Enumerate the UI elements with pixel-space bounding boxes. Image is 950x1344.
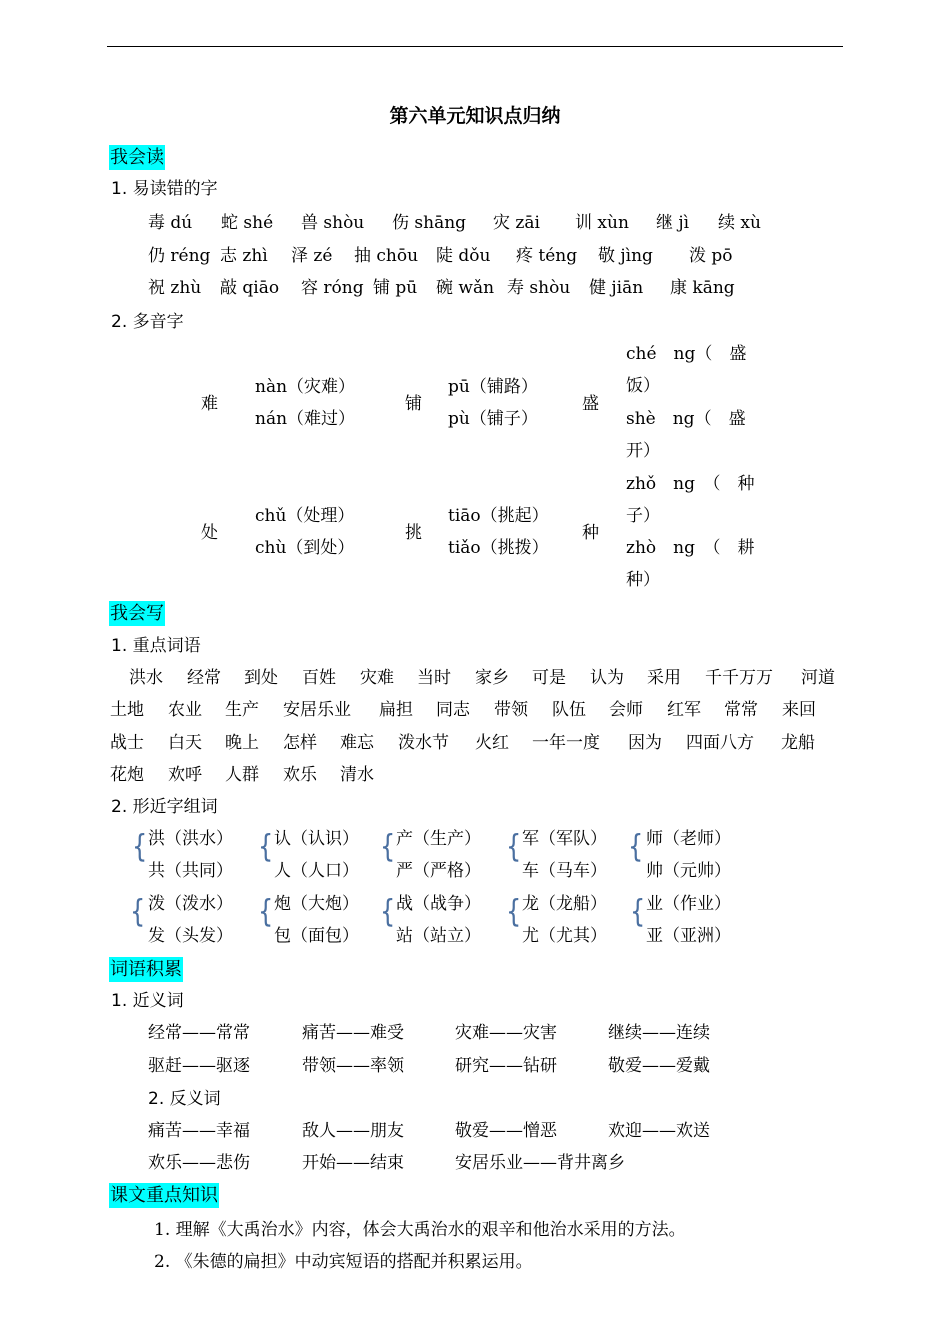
brace-icon: { xyxy=(132,828,148,865)
word-item: 泼水节 xyxy=(398,733,449,753)
section-heading-read: 我会读 xyxy=(110,147,164,168)
word-pair: 带领——率领 xyxy=(302,1056,404,1076)
word-item: 龙船 xyxy=(781,733,815,753)
word-item: 欢乐 xyxy=(283,765,317,785)
word-pair: 敬爱——憎恶 xyxy=(455,1121,557,1141)
similar-char-item: 尤（尤其） xyxy=(522,926,607,946)
similar-char-item: 帅（元帅） xyxy=(646,861,731,881)
word-item: 怎样 xyxy=(283,733,317,753)
word-pair: 开始——结束 xyxy=(302,1153,404,1173)
polyphone-reading: 子） xyxy=(626,506,660,526)
polyphone-reading: zhò ng （ 耕 xyxy=(626,538,755,558)
word-item: 千千万万 xyxy=(705,668,773,688)
word-item: 生产 xyxy=(225,700,259,720)
polyphone-char: 种 xyxy=(582,523,599,543)
similar-char-item: 人（人口） xyxy=(274,861,359,881)
polyphone-reading: ché ng（ 盛 xyxy=(626,344,747,364)
similar-char-item: 军（军队） xyxy=(522,829,607,849)
word-pair: 欢迎——欢送 xyxy=(608,1121,710,1141)
polyphone-reading: pù（铺子） xyxy=(448,409,538,429)
word-item: 百姓 xyxy=(302,668,336,688)
word-pair: 敌人——朋友 xyxy=(302,1121,404,1141)
pinyin-item: 疼 téng xyxy=(516,246,578,266)
pinyin-item: 伤 shāng xyxy=(392,213,467,233)
similar-char-item: 炮（大炮） xyxy=(274,894,359,914)
word-item: 到处 xyxy=(244,668,278,688)
polyphone-reading: chǔ（处理） xyxy=(255,506,355,526)
pinyin-item: 祝 zhù xyxy=(148,278,202,298)
pinyin-item: 仍 réng xyxy=(148,246,211,266)
pinyin-item: 铺 pū xyxy=(373,278,418,298)
similar-char-item: 车（马车） xyxy=(522,861,607,881)
polyphone-char: 处 xyxy=(201,523,218,543)
similar-char-item: 洪（洪水） xyxy=(148,829,233,849)
similar-char-item: 认（认识） xyxy=(274,829,359,849)
subheading-antonyms: 2. 反义词 xyxy=(148,1089,221,1109)
word-item: 战士 xyxy=(110,733,144,753)
word-item: 清水 xyxy=(340,765,374,785)
pinyin-item: 容 róng xyxy=(301,278,364,298)
word-item: 常常 xyxy=(724,700,758,720)
subheading-similar-chars: 2. 形近字组词 xyxy=(111,797,218,817)
page-title: 第六单元知识点归纳 xyxy=(389,105,561,127)
similar-char-item: 战（战争） xyxy=(396,894,481,914)
word-pair: 安居乐业——背井离乡 xyxy=(455,1153,625,1173)
word-pair: 欢乐——悲伤 xyxy=(148,1153,250,1173)
similar-char-item: 包（面包） xyxy=(274,926,359,946)
brace-icon: { xyxy=(630,893,646,930)
subheading-misread-chars: 1. 易读错的字 xyxy=(111,179,218,199)
polyphone-reading: 开） xyxy=(626,441,660,461)
pinyin-item: 蛇 shé xyxy=(221,213,274,233)
similar-char-item: 发（头发） xyxy=(148,926,233,946)
polyphone-reading: pū（铺路） xyxy=(448,377,538,397)
word-pair: 继续——连续 xyxy=(608,1023,710,1043)
header-rule xyxy=(107,46,843,47)
word-item: 欢呼 xyxy=(168,765,202,785)
word-pair: 痛苦——难受 xyxy=(302,1023,404,1043)
pinyin-item: 灾 zāi xyxy=(493,213,540,233)
similar-char-item: 严（严格） xyxy=(396,861,481,881)
word-item: 难忘 xyxy=(340,733,374,753)
similar-char-item: 师（老师） xyxy=(646,829,731,849)
word-item: 晚上 xyxy=(225,733,259,753)
subheading-synonyms: 1. 近义词 xyxy=(111,991,184,1011)
word-item: 会师 xyxy=(609,700,643,720)
pinyin-item: 继 jì xyxy=(656,213,690,233)
word-item: 安居乐业 xyxy=(283,700,351,720)
word-item: 来回 xyxy=(782,700,816,720)
pinyin-item: 兽 shòu xyxy=(301,213,365,233)
word-item: 花炮 xyxy=(110,765,144,785)
brace-icon: { xyxy=(258,893,274,930)
key-point: 1. 理解《大禹治水》内容，体会大禹治水的艰辛和他治水采用的方法。 xyxy=(154,1220,686,1240)
word-item: 洪水 xyxy=(129,668,163,688)
word-item: 队伍 xyxy=(552,700,586,720)
polyphone-char: 盛 xyxy=(582,394,599,414)
section-heading-write: 我会写 xyxy=(110,603,164,624)
word-pair: 驱赶——驱逐 xyxy=(148,1056,250,1076)
word-pair: 经常——常常 xyxy=(148,1023,250,1043)
word-item: 认为 xyxy=(590,668,624,688)
word-pair: 灾难——灾害 xyxy=(455,1023,557,1043)
word-item: 带领 xyxy=(494,700,528,720)
polyphone-reading: zhǒ ng （ 种 xyxy=(626,474,755,494)
word-item: 灾难 xyxy=(360,668,394,688)
pinyin-item: 敲 qiāo xyxy=(220,278,280,298)
brace-icon: { xyxy=(130,893,146,930)
polyphone-reading: tiāo（挑起） xyxy=(448,506,549,526)
pinyin-item: 泼 pō xyxy=(689,246,733,266)
section-heading-key-knowledge: 课文重点知识 xyxy=(110,1185,218,1206)
polyphone-char: 挑 xyxy=(405,523,422,543)
pinyin-item: 健 jiān xyxy=(589,278,644,298)
similar-char-item: 业（作业） xyxy=(646,894,731,914)
similar-char-item: 共（共同） xyxy=(148,861,233,881)
polyphone-reading: shè ng（ 盛 xyxy=(626,409,746,429)
polyphone-reading: chù（到处） xyxy=(255,538,355,558)
polyphone-char: 难 xyxy=(201,394,218,414)
pinyin-item: 康 kāng xyxy=(670,278,735,298)
word-pair: 研究——钻研 xyxy=(455,1056,557,1076)
word-item: 火红 xyxy=(475,733,509,753)
word-item: 四面八方 xyxy=(686,733,754,753)
subheading-key-words: 1. 重点词语 xyxy=(111,636,201,656)
brace-icon: { xyxy=(506,893,522,930)
word-item: 土地 xyxy=(110,700,144,720)
brace-icon: { xyxy=(380,828,396,865)
word-item: 扁担 xyxy=(379,700,413,720)
pinyin-item: 碗 wǎn xyxy=(436,278,495,298)
word-item: 家乡 xyxy=(475,668,509,688)
word-item: 白天 xyxy=(168,733,202,753)
pinyin-item: 续 xù xyxy=(718,213,761,233)
brace-icon: { xyxy=(258,828,274,865)
polyphone-reading: 饭） xyxy=(626,376,660,396)
word-item: 采用 xyxy=(647,668,681,688)
similar-char-item: 亚（亚洲） xyxy=(646,926,731,946)
pinyin-item: 训 xùn xyxy=(575,213,629,233)
brace-icon: { xyxy=(506,828,522,865)
brace-icon: { xyxy=(628,828,644,865)
word-item: 可是 xyxy=(532,668,566,688)
word-item: 经常 xyxy=(187,668,221,688)
word-item: 一年一度 xyxy=(532,733,600,753)
similar-char-item: 龙（龙船） xyxy=(522,894,607,914)
pinyin-item: 泽 zé xyxy=(291,246,333,266)
polyphone-char: 铺 xyxy=(405,394,422,414)
pinyin-item: 毒 dú xyxy=(148,213,193,233)
subheading-polyphones: 2. 多音字 xyxy=(111,312,184,332)
word-item: 红军 xyxy=(667,700,701,720)
word-item: 人群 xyxy=(225,765,259,785)
word-item: 同志 xyxy=(436,700,470,720)
polyphone-reading: tiǎo（挑拨） xyxy=(448,538,549,558)
section-heading-vocab: 词语积累 xyxy=(110,959,182,980)
word-item: 当时 xyxy=(417,668,451,688)
word-pair: 痛苦——幸福 xyxy=(148,1121,250,1141)
similar-char-item: 站（站立） xyxy=(396,926,481,946)
word-pair: 敬爱——爱戴 xyxy=(608,1056,710,1076)
pinyin-item: 敬 jìng xyxy=(598,246,653,266)
polyphone-reading: 种） xyxy=(626,570,660,590)
brace-icon: { xyxy=(380,893,396,930)
similar-char-item: 泼（泼水） xyxy=(148,894,233,914)
pinyin-item: 陡 dǒu xyxy=(436,246,491,266)
similar-char-item: 产（生产） xyxy=(396,829,481,849)
word-item: 河道 xyxy=(801,668,835,688)
word-item: 农业 xyxy=(168,700,202,720)
polyphone-reading: nàn（灾难） xyxy=(255,377,356,397)
key-point: 2. 《朱德的扁担》中动宾短语的搭配并积累运用。 xyxy=(154,1252,533,1272)
pinyin-item: 志 zhì xyxy=(220,246,268,266)
polyphone-reading: nán（难过） xyxy=(255,409,356,429)
pinyin-item: 寿 shòu xyxy=(507,278,571,298)
pinyin-item: 抽 chōu xyxy=(354,246,419,266)
word-item: 因为 xyxy=(628,733,662,753)
